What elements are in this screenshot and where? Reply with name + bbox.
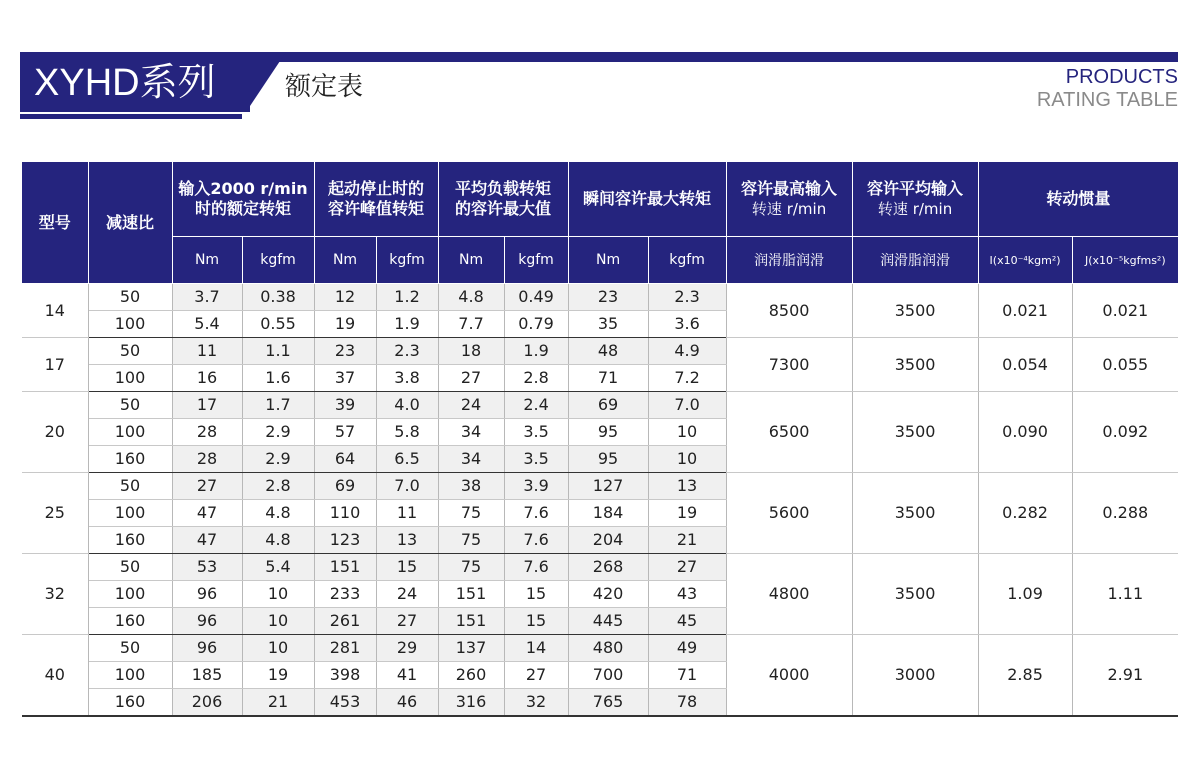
cell-rated-nm: 96 <box>172 635 242 662</box>
cell-peak-nm: 281 <box>314 635 376 662</box>
cell-instant-nm: 69 <box>568 392 648 419</box>
cell-avg-kgfm: 2.4 <box>504 392 568 419</box>
cell-instant-nm: 445 <box>568 608 648 635</box>
cell-peak-kgfm: 2.3 <box>376 338 438 365</box>
header-avg-torque-line1: 平均负载转矩 <box>455 179 552 198</box>
cell-avg-kgfm: 15 <box>504 581 568 608</box>
header-model: 型号 <box>22 162 88 284</box>
cell-inertia-i: 2.85 <box>978 635 1072 716</box>
header-rated-torque-line1: 输入2000 r/min <box>178 179 308 198</box>
cell-max-speed: 4800 <box>726 554 852 635</box>
subheader-rated-nm: Nm <box>172 237 242 284</box>
brand-block <box>1037 66 1178 112</box>
subheader-avg-speed-grease: 润滑脂润滑 <box>852 237 978 284</box>
cell-instant-kgfm: 4.9 <box>648 338 726 365</box>
cell-instant-nm: 184 <box>568 500 648 527</box>
cell-peak-nm: 233 <box>314 581 376 608</box>
cell-rated-nm: 53 <box>172 554 242 581</box>
cell-ratio: 50 <box>88 635 172 662</box>
cell-ratio: 50 <box>88 554 172 581</box>
cell-model: 14 <box>22 284 88 338</box>
cell-avg-kgfm: 7.6 <box>504 500 568 527</box>
title-tab-slant <box>246 52 286 112</box>
header-max-speed <box>726 162 852 237</box>
cell-instant-kgfm: 21 <box>648 527 726 554</box>
subheader-inertia-i: I(x10⁻⁴kgm²) <box>978 237 1072 284</box>
cell-model: 20 <box>22 392 88 473</box>
cell-rated-nm: 27 <box>172 473 242 500</box>
table-row <box>22 635 1178 662</box>
cell-peak-nm: 398 <box>314 662 376 689</box>
cell-inertia-j: 1.11 <box>1072 554 1178 635</box>
cell-peak-kgfm: 29 <box>376 635 438 662</box>
cell-avg-speed: 3500 <box>852 284 978 338</box>
cell-avg-nm: 7.7 <box>438 311 504 338</box>
cell-instant-kgfm: 13 <box>648 473 726 500</box>
cell-peak-kgfm: 6.5 <box>376 446 438 473</box>
cell-peak-kgfm: 3.8 <box>376 365 438 392</box>
cell-ratio: 50 <box>88 338 172 365</box>
brand-line-products: PRODUCTS <box>1065 66 1178 88</box>
cell-rated-nm: 96 <box>172 581 242 608</box>
cell-rated-kgfm: 2.9 <box>242 446 314 473</box>
cell-rated-nm: 17 <box>172 392 242 419</box>
cell-rated-kgfm: 2.9 <box>242 419 314 446</box>
cell-peak-nm: 453 <box>314 689 376 716</box>
cell-instant-nm: 48 <box>568 338 648 365</box>
cell-avg-nm: 75 <box>438 500 504 527</box>
cell-rated-nm: 28 <box>172 446 242 473</box>
cell-rated-nm: 16 <box>172 365 242 392</box>
cell-avg-nm: 38 <box>438 473 504 500</box>
cell-avg-nm: 137 <box>438 635 504 662</box>
cell-instant-kgfm: 27 <box>648 554 726 581</box>
cell-instant-kgfm: 78 <box>648 689 726 716</box>
subheader-avg-kgfm: kgfm <box>504 237 568 284</box>
cell-peak-kgfm: 11 <box>376 500 438 527</box>
cell-ratio: 100 <box>88 662 172 689</box>
cell-peak-nm: 39 <box>314 392 376 419</box>
cell-avg-kgfm: 7.6 <box>504 554 568 581</box>
cell-rated-nm: 47 <box>172 500 242 527</box>
cell-avg-kgfm: 32 <box>504 689 568 716</box>
cell-instant-nm: 23 <box>568 284 648 311</box>
cell-ratio: 50 <box>88 392 172 419</box>
cell-avg-kgfm: 27 <box>504 662 568 689</box>
cell-peak-kgfm: 27 <box>376 608 438 635</box>
cell-peak-nm: 23 <box>314 338 376 365</box>
cell-rated-kgfm: 1.7 <box>242 392 314 419</box>
cell-max-speed: 8500 <box>726 284 852 338</box>
brand-line-rating-table: RATING TABLE <box>1036 89 1178 111</box>
cell-rated-nm: 5.4 <box>172 311 242 338</box>
title-underline <box>20 114 242 119</box>
table-bottom-rule <box>22 715 1178 717</box>
cell-ratio: 160 <box>88 689 172 716</box>
series-title: XYHD系列 <box>34 62 216 104</box>
cell-avg-speed: 3500 <box>852 554 978 635</box>
cell-avg-kgfm: 7.6 <box>504 527 568 554</box>
cell-peak-nm: 37 <box>314 365 376 392</box>
cell-instant-nm: 420 <box>568 581 648 608</box>
cell-avg-kgfm: 15 <box>504 608 568 635</box>
cell-avg-kgfm: 3.9 <box>504 473 568 500</box>
cell-avg-kgfm: 1.9 <box>504 338 568 365</box>
cell-rated-nm: 3.7 <box>172 284 242 311</box>
cell-inertia-i: 0.090 <box>978 392 1072 473</box>
cell-avg-nm: 34 <box>438 419 504 446</box>
cell-rated-nm: 185 <box>172 662 242 689</box>
cell-rated-kgfm: 2.8 <box>242 473 314 500</box>
cell-instant-nm: 95 <box>568 419 648 446</box>
cell-instant-kgfm: 43 <box>648 581 726 608</box>
cell-instant-kgfm: 19 <box>648 500 726 527</box>
cell-instant-nm: 268 <box>568 554 648 581</box>
cell-model: 32 <box>22 554 88 635</box>
header-avg-speed <box>852 162 978 237</box>
cell-avg-nm: 34 <box>438 446 504 473</box>
cell-avg-nm: 151 <box>438 608 504 635</box>
header-avg-speed-line1: 容许平均输入 <box>867 179 964 198</box>
header-rated-torque <box>172 162 314 237</box>
cell-rated-kgfm: 0.38 <box>242 284 314 311</box>
cell-peak-kgfm: 4.0 <box>376 392 438 419</box>
cell-peak-nm: 19 <box>314 311 376 338</box>
cell-peak-kgfm: 13 <box>376 527 438 554</box>
table-row <box>22 473 1178 500</box>
header-peak-torque-line2: 容许峰值转矩 <box>328 199 425 218</box>
subheader-rated-kgfm: kgfm <box>242 237 314 284</box>
cell-instant-nm: 204 <box>568 527 648 554</box>
cell-avg-nm: 75 <box>438 527 504 554</box>
cell-inertia-i: 0.282 <box>978 473 1072 554</box>
cell-max-speed: 5600 <box>726 473 852 554</box>
table-row <box>22 284 1178 311</box>
cell-avg-kgfm: 0.49 <box>504 284 568 311</box>
cell-avg-nm: 24 <box>438 392 504 419</box>
cell-rated-kgfm: 4.8 <box>242 500 314 527</box>
cell-rated-kgfm: 4.8 <box>242 527 314 554</box>
cell-rated-nm: 47 <box>172 527 242 554</box>
cell-avg-nm: 18 <box>438 338 504 365</box>
header-peak-torque-line1: 起动停止时的 <box>328 179 425 198</box>
cell-ratio: 100 <box>88 365 172 392</box>
cell-rated-kgfm: 0.55 <box>242 311 314 338</box>
cell-peak-nm: 151 <box>314 554 376 581</box>
subheader-max-speed-grease: 润滑脂润滑 <box>726 237 852 284</box>
cell-ratio: 100 <box>88 581 172 608</box>
cell-rated-kgfm: 19 <box>242 662 314 689</box>
cell-instant-kgfm: 10 <box>648 419 726 446</box>
rating-table <box>22 162 1178 716</box>
cell-inertia-j: 2.91 <box>1072 635 1178 716</box>
cell-ratio: 160 <box>88 527 172 554</box>
cell-instant-kgfm: 7.2 <box>648 365 726 392</box>
cell-inertia-j: 0.055 <box>1072 338 1178 392</box>
cell-rated-nm: 11 <box>172 338 242 365</box>
subheader-instant-kgfm: kgfm <box>648 237 726 284</box>
cell-inertia-i: 0.054 <box>978 338 1072 392</box>
table-row <box>22 392 1178 419</box>
cell-avg-nm: 4.8 <box>438 284 504 311</box>
cell-avg-kgfm: 3.5 <box>504 419 568 446</box>
cell-rated-nm: 206 <box>172 689 242 716</box>
page-subtitle: 额定表 <box>285 72 364 102</box>
cell-instant-kgfm: 71 <box>648 662 726 689</box>
cell-inertia-j: 0.021 <box>1072 284 1178 338</box>
table-body <box>22 284 1178 716</box>
cell-avg-nm: 75 <box>438 554 504 581</box>
header-instant-torque: 瞬间容许最大转矩 <box>568 162 726 237</box>
cell-ratio: 160 <box>88 446 172 473</box>
header-avg-torque <box>438 162 568 237</box>
series-title-tab <box>20 52 250 112</box>
cell-inertia-j: 0.288 <box>1072 473 1178 554</box>
cell-avg-speed: 3500 <box>852 338 978 392</box>
cell-ratio: 50 <box>88 473 172 500</box>
cell-instant-nm: 700 <box>568 662 648 689</box>
subheader-peak-nm: Nm <box>314 237 376 284</box>
cell-inertia-i: 1.09 <box>978 554 1072 635</box>
cell-ratio: 100 <box>88 419 172 446</box>
cell-peak-kgfm: 41 <box>376 662 438 689</box>
cell-avg-kgfm: 14 <box>504 635 568 662</box>
cell-instant-kgfm: 2.3 <box>648 284 726 311</box>
cell-instant-kgfm: 10 <box>648 446 726 473</box>
cell-peak-nm: 110 <box>314 500 376 527</box>
cell-avg-nm: 27 <box>438 365 504 392</box>
cell-max-speed: 4000 <box>726 635 852 716</box>
cell-avg-speed: 3500 <box>852 392 978 473</box>
cell-model: 25 <box>22 473 88 554</box>
subheader-avg-nm: Nm <box>438 237 504 284</box>
cell-peak-kgfm: 1.2 <box>376 284 438 311</box>
cell-instant-kgfm: 7.0 <box>648 392 726 419</box>
cell-avg-speed: 3000 <box>852 635 978 716</box>
cell-model: 17 <box>22 338 88 392</box>
cell-peak-kgfm: 7.0 <box>376 473 438 500</box>
cell-avg-kgfm: 0.79 <box>504 311 568 338</box>
table-row <box>22 554 1178 581</box>
cell-ratio: 100 <box>88 311 172 338</box>
cell-instant-nm: 95 <box>568 446 648 473</box>
subheader-instant-nm: Nm <box>568 237 648 284</box>
cell-inertia-j: 0.092 <box>1072 392 1178 473</box>
cell-rated-kgfm: 1.6 <box>242 365 314 392</box>
header-peak-torque <box>314 162 438 237</box>
header-max-speed-line2: 转速 r/min <box>751 200 827 218</box>
cell-rated-nm: 96 <box>172 608 242 635</box>
cell-instant-nm: 765 <box>568 689 648 716</box>
cell-rated-nm: 28 <box>172 419 242 446</box>
cell-model: 40 <box>22 635 88 716</box>
cell-instant-nm: 127 <box>568 473 648 500</box>
cell-ratio: 50 <box>88 284 172 311</box>
cell-peak-nm: 123 <box>314 527 376 554</box>
cell-rated-kgfm: 10 <box>242 581 314 608</box>
header-max-speed-line1: 容许最高输入 <box>741 179 838 198</box>
cell-instant-kgfm: 3.6 <box>648 311 726 338</box>
cell-avg-nm: 316 <box>438 689 504 716</box>
cell-instant-nm: 71 <box>568 365 648 392</box>
cell-peak-kgfm: 46 <box>376 689 438 716</box>
subheader-peak-kgfm: kgfm <box>376 237 438 284</box>
subheader-inertia-j: J(x10⁻⁵kgfms²) <box>1072 237 1178 284</box>
cell-rated-kgfm: 5.4 <box>242 554 314 581</box>
cell-inertia-i: 0.021 <box>978 284 1072 338</box>
cell-max-speed: 7300 <box>726 338 852 392</box>
cell-peak-nm: 12 <box>314 284 376 311</box>
cell-instant-nm: 35 <box>568 311 648 338</box>
cell-ratio: 160 <box>88 608 172 635</box>
cell-peak-kgfm: 1.9 <box>376 311 438 338</box>
header-avg-speed-line2: 转速 r/min <box>877 200 953 218</box>
cell-avg-kgfm: 2.8 <box>504 365 568 392</box>
cell-peak-nm: 64 <box>314 446 376 473</box>
cell-peak-kgfm: 15 <box>376 554 438 581</box>
cell-avg-nm: 151 <box>438 581 504 608</box>
cell-peak-kgfm: 5.8 <box>376 419 438 446</box>
table-row <box>22 338 1178 365</box>
cell-rated-kgfm: 1.1 <box>242 338 314 365</box>
cell-peak-nm: 69 <box>314 473 376 500</box>
cell-instant-kgfm: 49 <box>648 635 726 662</box>
cell-max-speed: 6500 <box>726 392 852 473</box>
cell-ratio: 100 <box>88 500 172 527</box>
cell-avg-kgfm: 3.5 <box>504 446 568 473</box>
cell-instant-nm: 480 <box>568 635 648 662</box>
cell-peak-nm: 57 <box>314 419 376 446</box>
cell-peak-kgfm: 24 <box>376 581 438 608</box>
cell-avg-speed: 3500 <box>852 473 978 554</box>
cell-rated-kgfm: 10 <box>242 608 314 635</box>
cell-rated-kgfm: 10 <box>242 635 314 662</box>
header-rated-torque-line2: 时的额定转矩 <box>195 199 292 218</box>
header-avg-torque-line2: 的容许最大值 <box>455 199 552 218</box>
header-ratio: 减速比 <box>88 162 172 284</box>
cell-avg-nm: 260 <box>438 662 504 689</box>
cell-instant-kgfm: 45 <box>648 608 726 635</box>
cell-rated-kgfm: 21 <box>242 689 314 716</box>
cell-peak-nm: 261 <box>314 608 376 635</box>
header-inertia: 转动惯量 <box>978 162 1178 237</box>
